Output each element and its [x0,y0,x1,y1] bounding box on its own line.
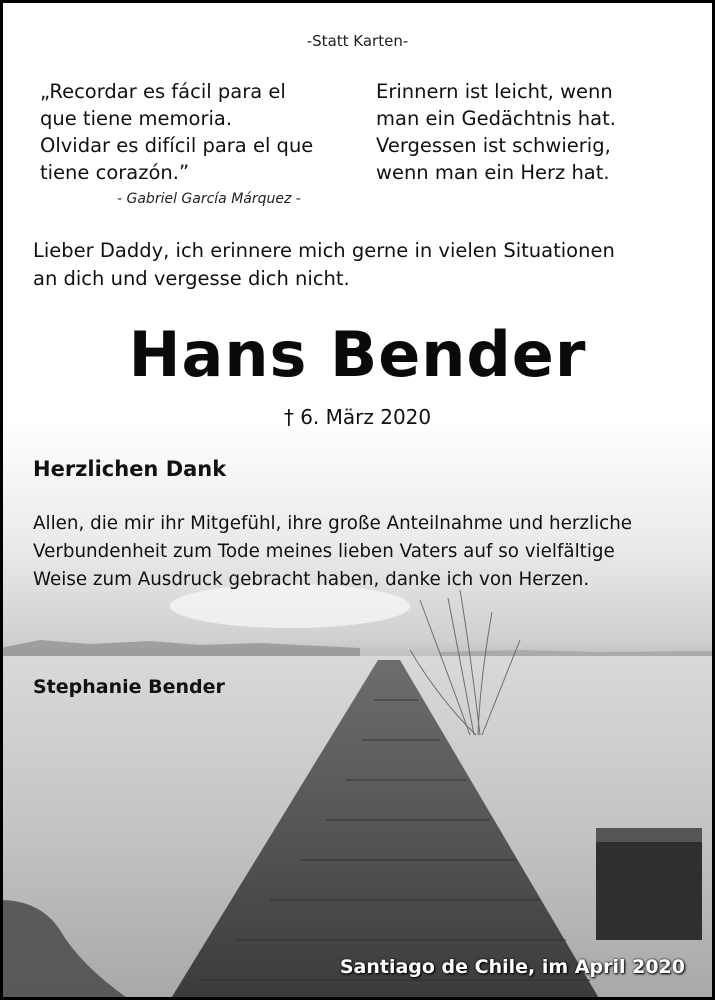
dedication-text: Lieber Daddy, ich erinnere mich gerne in vielen Situationen an dich und vergesse dich nicht. [33,239,615,290]
deceased-name: Hans Bender [128,318,587,391]
quote-author: - Gabriel García Márquez - [117,191,301,207]
signer-name: Stephanie Bender [33,676,225,698]
thanks-text: Allen, die mir ihr Mitgefühl, ihre große Anteilnahme und herzliche Verbundenheit zum Tode meines lieben Vaters auf so vielfältige Weise zum Ausdruck gebracht haben, danke ich von Herzen. [33,513,633,590]
spanish-quote: „Recordar es fácil para el que tiene memoria. Olvidar es difícil para el que tiene corazón.” [40,80,314,184]
statt-karten-header: -Statt Karten- [306,32,409,50]
german-quote: Erinnern ist leicht, wenn man ein Gedächtnis hat. Vergessen ist schwierig, wenn man ein Herz hat. [376,80,616,184]
place-date: Santiago de Chile, im April 2020 [339,956,685,978]
thanks-heading: Herzlichen Dank [33,457,227,481]
death-date: † 6. März 2020 [283,405,432,429]
